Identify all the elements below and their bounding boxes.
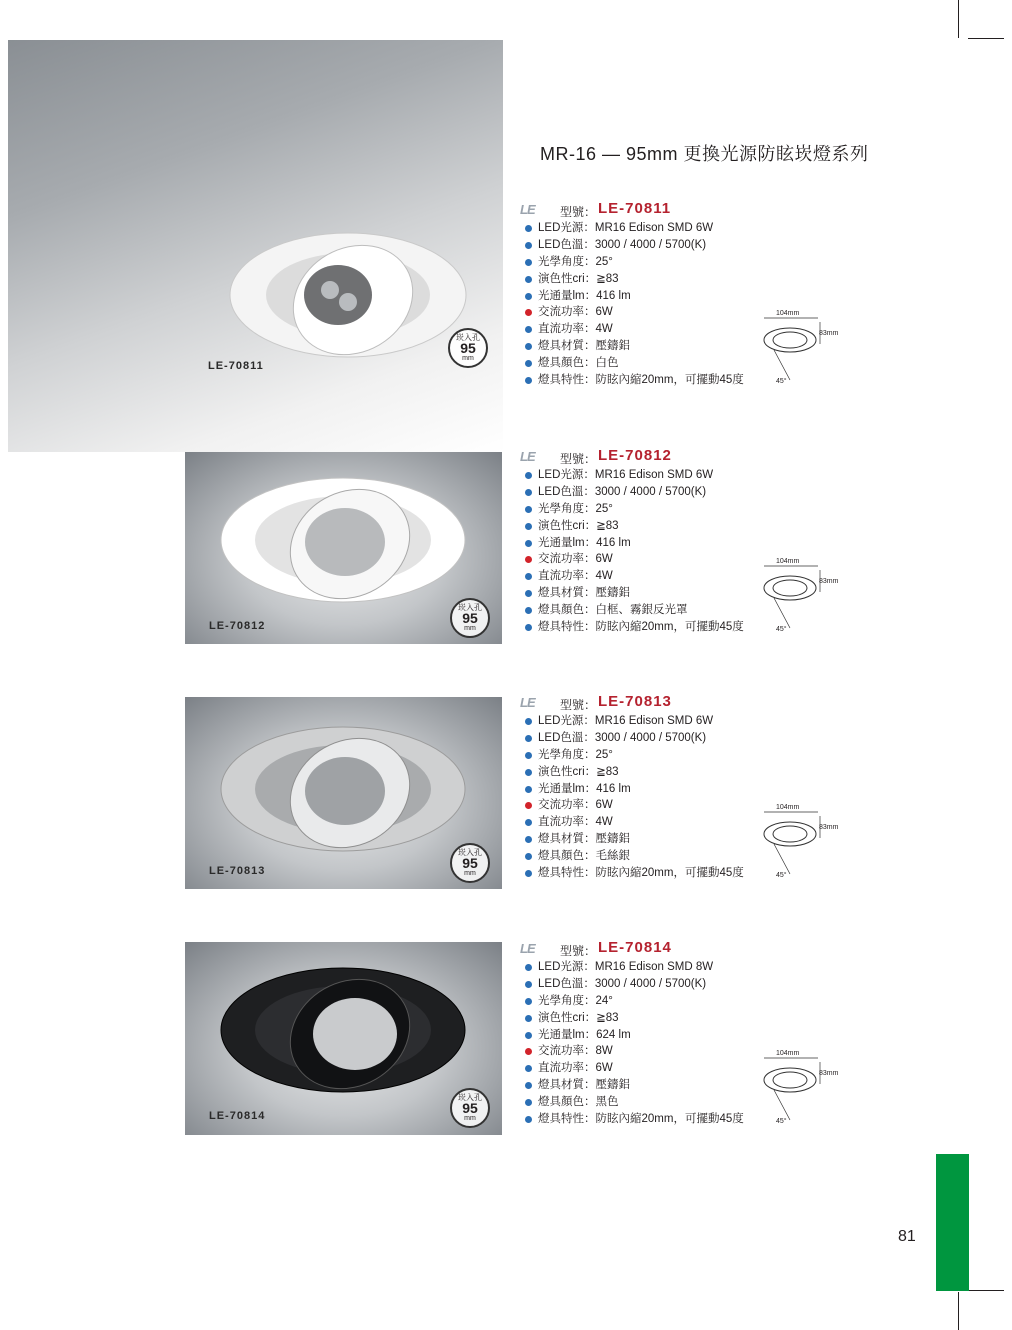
spec-block-2	[520, 447, 780, 636]
diagram-width: 104mm	[776, 558, 800, 565]
diagram-angle: 45°	[776, 378, 787, 385]
spec-row: 光學角度：24°	[520, 993, 780, 1010]
spec-row: 交流功率：6W	[520, 304, 780, 321]
bullet-icon	[525, 998, 532, 1005]
spec-block-4	[520, 939, 780, 1128]
spec-row: 燈具顏色：黑色	[520, 1094, 780, 1111]
cutout-badge	[450, 598, 490, 638]
bullet-icon	[525, 735, 532, 742]
spec-row: 演色性cri：≧83	[520, 271, 780, 288]
bullet-icon	[525, 343, 532, 350]
bullet-icon	[525, 556, 532, 563]
spec-row: 光學角度：25°	[520, 254, 780, 271]
bullet-icon	[525, 225, 532, 232]
dimension-diagram-1	[760, 310, 840, 390]
product-caption: LE-70812	[209, 620, 266, 632]
bullet-icon	[525, 624, 532, 631]
spec-row: 直流功率：6W	[520, 1060, 780, 1077]
model-label: 型號：	[560, 698, 597, 712]
bullet-icon	[525, 718, 532, 725]
bullet-icon	[525, 1116, 532, 1123]
bullet-icon	[525, 489, 532, 496]
bullet-icon	[525, 540, 532, 547]
spec-row: LED色溫：3000 / 4000 / 5700(K)	[520, 976, 780, 993]
badge-text: 崁入孔	[458, 848, 482, 857]
bullet-icon	[525, 523, 532, 530]
badge-text: 崁入孔	[456, 333, 480, 342]
spec-row: 光通量lm：416 lm	[520, 535, 780, 552]
model-number: LE-70814	[598, 939, 672, 956]
bullet-icon	[525, 836, 532, 843]
diagram-height: 83mm	[819, 824, 839, 831]
spec-row: 燈具顏色：毛絲銀	[520, 848, 780, 865]
model-line	[520, 200, 780, 220]
spec-row: 光通量lm：416 lm	[520, 781, 780, 798]
crop-mark-top-horizontal	[968, 38, 1004, 39]
le-logo: LE	[520, 941, 535, 956]
model-line	[520, 939, 780, 959]
diagram-width: 104mm	[776, 310, 800, 317]
model-number: LE-70813	[598, 693, 672, 710]
spec-row: 光學角度：25°	[520, 747, 780, 764]
bullet-icon	[525, 276, 532, 283]
bullet-icon	[525, 964, 532, 971]
spec-row: 演色性cri：≧83	[520, 518, 780, 535]
dimension-diagram-3	[760, 804, 840, 884]
downlight-icon	[8, 40, 503, 452]
spec-row: 燈具材質：壓鑄鋁	[520, 585, 780, 602]
cutout-badge	[450, 843, 490, 883]
spec-row: LED光源：MR16 Edison SMD 6W	[520, 713, 780, 730]
bullet-icon	[525, 786, 532, 793]
spec-row: 交流功率：6W	[520, 551, 780, 568]
section-tab	[936, 1154, 969, 1291]
product-photo-3	[185, 697, 502, 889]
model-label: 型號：	[560, 944, 597, 958]
spec-block-1	[520, 200, 780, 389]
bullet-icon	[525, 1065, 532, 1072]
badge-text: 崁入孔	[458, 603, 482, 612]
spec-row: 燈具材質：壓鑄鋁	[520, 1077, 780, 1094]
crop-mark-bottom-vertical	[958, 1292, 959, 1330]
model-line	[520, 693, 780, 713]
product-photo-1	[8, 40, 503, 452]
bullet-icon	[525, 769, 532, 776]
badge-number: 95	[462, 1100, 478, 1116]
spec-row: 光通量lm：416 lm	[520, 288, 780, 305]
spec-row: 燈具特性：防眩內縮20mm，可擺動45度	[520, 1111, 780, 1128]
spec-row: LED光源：MR16 Edison SMD 8W	[520, 959, 780, 976]
bullet-icon	[525, 819, 532, 826]
spec-row: LED色溫：3000 / 4000 / 5700(K)	[520, 730, 780, 747]
bullet-icon	[525, 326, 532, 333]
bullet-icon	[525, 360, 532, 367]
fixture-outline-icon	[760, 1050, 840, 1130]
bullet-icon	[525, 1099, 532, 1106]
badge-unit: mm	[464, 870, 476, 877]
spec-row: 燈具材質：壓鑄鋁	[520, 831, 780, 848]
diagram-angle: 45°	[776, 1118, 787, 1125]
bullet-icon	[525, 1032, 532, 1039]
spec-row: LED色溫：3000 / 4000 / 5700(K)	[520, 484, 780, 501]
badge-unit: mm	[464, 625, 476, 632]
fixture-outline-icon	[760, 310, 840, 390]
le-logo: LE	[520, 202, 535, 217]
diagram-height: 83mm	[819, 578, 839, 585]
bullet-icon	[525, 242, 532, 249]
bullet-icon	[525, 309, 532, 316]
page-title: MR-16 — 95mm 更換光源防眩崁燈系列	[540, 144, 869, 164]
product-photo-4	[185, 942, 502, 1135]
diagram-angle: 45°	[776, 872, 787, 879]
spec-block-3	[520, 693, 780, 882]
spec-row: 燈具顏色：白色	[520, 355, 780, 372]
bullet-icon	[525, 1048, 532, 1055]
bullet-icon	[525, 752, 532, 759]
bullet-icon	[525, 590, 532, 597]
spec-row: 演色性cri：≧83	[520, 764, 780, 781]
cutout-badge	[450, 1088, 490, 1128]
spec-row: 燈具特性：防眩內縮20mm，可擺動45度	[520, 865, 780, 882]
spec-row: LED光源：MR16 Edison SMD 6W	[520, 467, 780, 484]
spec-row: 直流功率：4W	[520, 568, 780, 585]
page-number: 81	[898, 1228, 916, 1245]
spec-row: 光通量lm：624 lm	[520, 1027, 780, 1044]
bullet-icon	[525, 853, 532, 860]
bullet-icon	[525, 870, 532, 877]
bullet-icon	[525, 1015, 532, 1022]
le-logo: LE	[520, 449, 535, 464]
diagram-width: 104mm	[776, 1050, 800, 1057]
bullet-icon	[525, 802, 532, 809]
bullet-icon	[525, 259, 532, 266]
spec-row: 交流功率：6W	[520, 797, 780, 814]
crop-mark-top-vertical	[958, 0, 959, 38]
badge-number: 95	[460, 340, 476, 356]
model-label: 型號：	[560, 205, 597, 219]
spec-row: 直流功率：4W	[520, 814, 780, 831]
diagram-height: 83mm	[819, 1070, 839, 1077]
product-caption: LE-70813	[209, 865, 266, 877]
cutout-badge	[448, 328, 488, 368]
spec-row: 交流功率：8W	[520, 1043, 780, 1060]
model-number: LE-70812	[598, 447, 672, 464]
model-line	[520, 447, 780, 467]
badge-unit: mm	[462, 355, 474, 362]
spec-row: 光學角度：25°	[520, 501, 780, 518]
bullet-icon	[525, 607, 532, 614]
spec-row: 燈具特性：防眩內縮20mm，可擺動45度	[520, 372, 780, 389]
model-number: LE-70811	[598, 200, 672, 217]
badge-number: 95	[462, 610, 478, 626]
spec-row: 演色性cri：≧83	[520, 1010, 780, 1027]
bullet-icon	[525, 377, 532, 384]
diagram-height: 83mm	[819, 330, 839, 337]
diagram-width: 104mm	[776, 804, 800, 811]
le-logo: LE	[520, 695, 535, 710]
bullet-icon	[525, 506, 532, 513]
badge-number: 95	[462, 855, 478, 871]
fixture-outline-icon	[760, 558, 840, 638]
dimension-diagram-4	[760, 1050, 840, 1130]
badge-text: 崁入孔	[458, 1093, 482, 1102]
diagram-angle: 45°	[776, 626, 787, 633]
product-photo-2	[185, 452, 502, 644]
spec-row: 燈具顏色：白框、霧銀反光罩	[520, 602, 780, 619]
product-caption: LE-70814	[209, 1110, 266, 1122]
bullet-icon	[525, 1082, 532, 1089]
spec-row: 直流功率：4W	[520, 321, 780, 338]
fixture-outline-icon	[760, 804, 840, 884]
spec-row: 燈具特性：防眩內縮20mm，可擺動45度	[520, 619, 780, 636]
spec-row: LED光源：MR16 Edison SMD 6W	[520, 220, 780, 237]
badge-unit: mm	[464, 1115, 476, 1122]
spec-row: 燈具材質：壓鑄鋁	[520, 338, 780, 355]
bullet-icon	[525, 472, 532, 479]
bullet-icon	[525, 573, 532, 580]
product-caption: LE-70811	[208, 360, 264, 372]
spec-row: LED色溫：3000 / 4000 / 5700(K)	[520, 237, 780, 254]
bullet-icon	[525, 981, 532, 988]
model-label: 型號：	[560, 452, 597, 466]
dimension-diagram-2	[760, 558, 840, 638]
bullet-icon	[525, 293, 532, 300]
crop-mark-bottom-horizontal	[968, 1290, 1004, 1291]
